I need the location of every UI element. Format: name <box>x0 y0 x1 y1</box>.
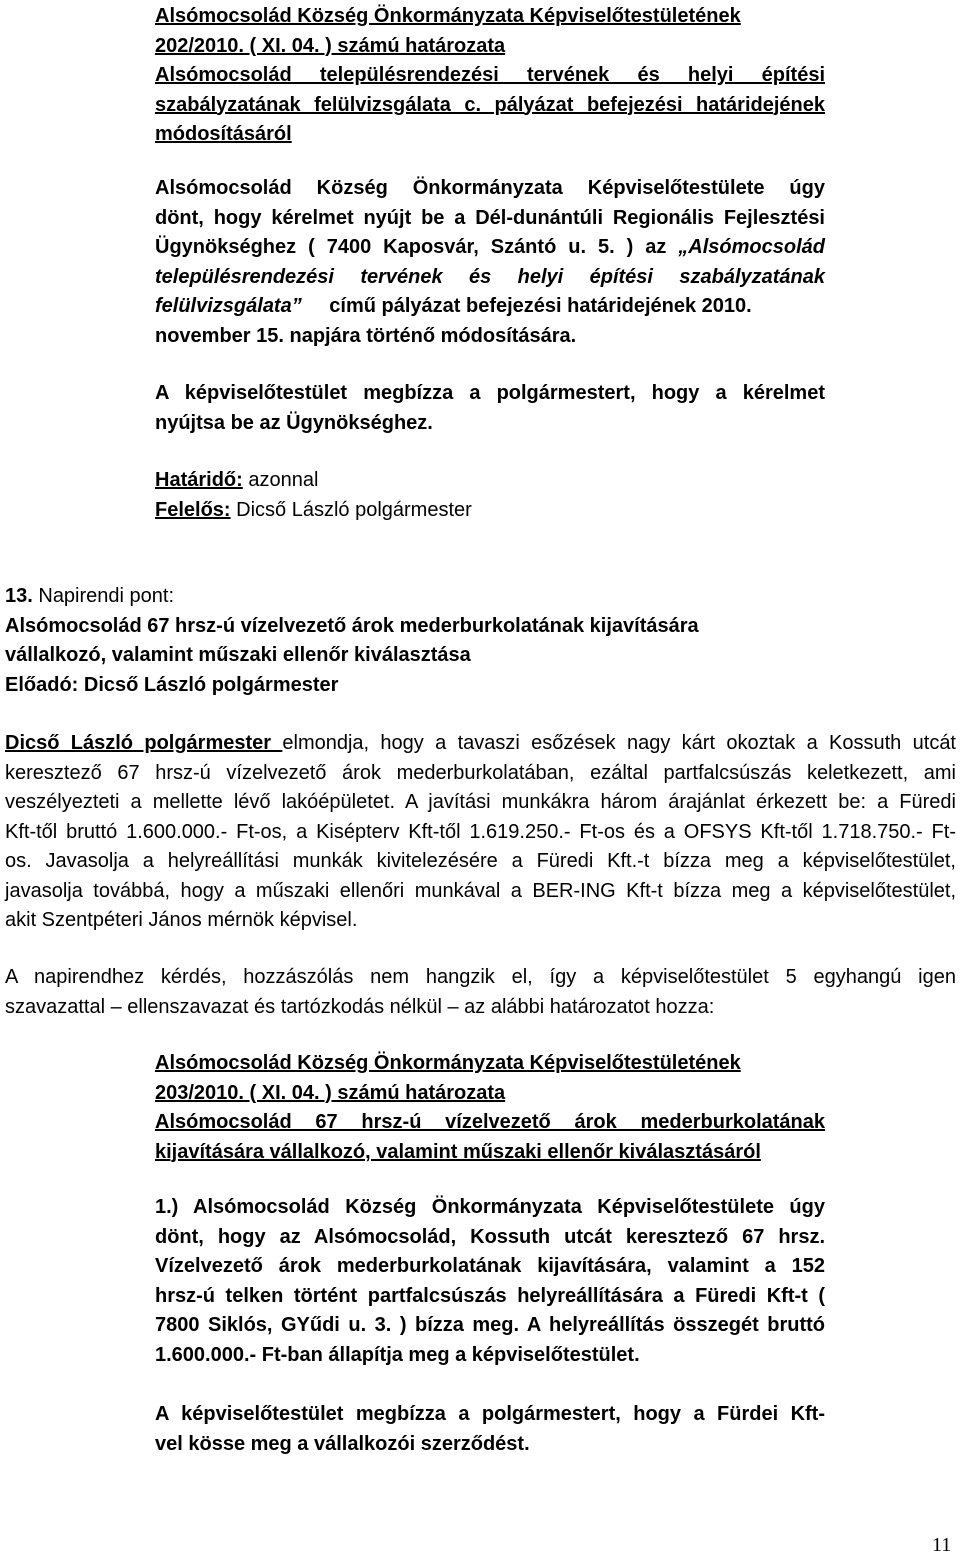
body-line: dönt, hogy kérelmet nyújt be a Dél-dunántúli Regionális Fejlesztési <box>155 206 825 229</box>
point-line: 1.600.000.- Ft-ban állapítja meg a képviselőtestület. <box>155 1343 640 1366</box>
heading-line: Alsómocsolád Község Önkormányzata Képviselőtestületének <box>155 1052 741 1074</box>
deadline-responsible <box>155 466 825 525</box>
deadline-label: Határidő: <box>155 469 243 491</box>
point-line: dönt, hogy az Alsómocsolád, Kossuth utcát keresztező 67 hrsz. <box>155 1225 825 1248</box>
body-line: Ügynökséghez ( 7400 Kaposvár, Szántó u. 5. ) az „Alsómocsolád <box>155 236 825 258</box>
mandate-line: vel kösse meg a vállalkozói szerződést. <box>155 1432 530 1455</box>
responsible-row <box>155 496 825 526</box>
body-line: felülvizsgálata” című pályázat befejezési határidejének 2010. <box>155 295 752 317</box>
resolution-202-heading <box>155 2 825 150</box>
point-line: 7800 Siklós, GYűdi u. 3. ) bízza meg. A helyreállítás összegét bruttó <box>155 1314 825 1336</box>
page-number: 11 <box>932 1534 952 1556</box>
heading-line: 203/2010. ( XI. 04. ) számú határozata <box>155 1081 506 1104</box>
heading-line: Alsómocsolád Község Önkormányzata Képviselőtestületének <box>155 5 741 27</box>
speech-line: os. Javasolja a helyreállítási munkák kivitelezésére a Füredi Kft.-t bízza meg a képviselőtestület, <box>5 850 956 872</box>
heading-line: szabályzatának felülvizsgálata c. pályázat befejezési határidejének <box>155 93 825 116</box>
body-line: november 15. napjára történő módosítására. <box>155 324 577 347</box>
resolution-202-body <box>155 174 825 351</box>
responsible-value: Dicső László polgármester <box>230 498 472 521</box>
heading-line: módosításáról <box>155 123 292 145</box>
project-title-end: felülvizsgálata” <box>155 295 302 317</box>
project-title-start: „Alsómocsolád <box>678 236 825 258</box>
speech-line: akit Szentpéteri János mérnök képvisel. <box>5 909 358 931</box>
agenda-heading <box>5 582 956 700</box>
body-line: településrendezési tervének és helyi építési szabályzatának <box>155 265 825 288</box>
speech-line: Kft-től bruttó 1.600.000.- Ft-os, a Kisépterv Kft-től 1.619.250.- Ft-os és a OFSYS Kft-től 1.718.750.- Ft- <box>5 820 956 843</box>
heading-line: Alsómocsolád 67 hrsz-ú vízelvezető árok mederburkolatának <box>155 1111 825 1133</box>
deadline-value: azonnal <box>242 469 319 491</box>
vote-line: szavazattal – ellenszavazat és tartózkodás nélkül – az alábbi határozatot hozza: <box>5 995 715 1018</box>
resolution-203-point-1 <box>155 1193 825 1370</box>
heading-line: Alsómocsolád településrendezési tervének és helyi építési <box>155 64 825 86</box>
speech-paragraph <box>5 729 956 936</box>
speech-line: Dicső László polgármester elmondja, hogy a tavaszi esőzések nagy kárt okoztak a Kossuth utcát <box>5 732 956 754</box>
vote-line: A napirendhez kérdés, hozzászólás nem hangzik el, így a képviselőtestület 5 egyhangú igen <box>5 966 956 988</box>
point-line: Vízelvezető árok mederburkolatának kijavítására, valamint a 152 <box>155 1255 825 1277</box>
deadline-row <box>155 466 825 496</box>
heading-line: 202/2010. ( XI. 04. ) számú határozata <box>155 34 506 57</box>
agenda-number: 13. <box>5 585 33 607</box>
speech-line: keresztező 67 hrsz-ú vízelvezető árok mederburkolatában, ezáltal partfalcsúszás keletkezett, ami <box>5 761 956 784</box>
agenda-presenter: Előadó: Dicső László polgármester <box>5 673 339 696</box>
resolution-202-mandate <box>155 379 825 438</box>
body-line: Alsómocsolád Község Önkormányzata Képviselőtestülete úgy <box>155 177 825 199</box>
agenda-title-line: Alsómocsolád 67 hrsz-ú vízelvezető árok mederburkolatának kijavítására <box>5 614 699 637</box>
agenda-title-line: vállalkozó, valamint műszaki ellenőr kiválasztása <box>5 644 471 666</box>
agenda-number-line <box>5 582 956 612</box>
speaker-name: Dicső László polgármester <box>5 732 283 754</box>
mandate-line: nyújtsa be az Ügynökséghez. <box>155 411 433 434</box>
responsible-label: Felelős: <box>155 498 231 521</box>
agenda-label: Napirendi pont: <box>32 585 175 607</box>
point-line: hrsz-ú telken történt partfalcsúszás helyreállítására a Füredi Kft-t ( <box>155 1284 825 1307</box>
point-line: 1.) Alsómocsolád Község Önkormányzata Képviselőtestülete úgy <box>155 1196 825 1218</box>
speech-line: veszélyezteti a mellette lévő lakóépületet. A javítási munkákra három árajánlat érkezett be: a Füredi <box>5 791 956 813</box>
vote-paragraph <box>5 963 956 1022</box>
resolution-203-heading <box>155 1049 825 1167</box>
heading-line: kijavítására vállalkozó, valamint műszaki ellenőr kiválasztásáról <box>155 1140 761 1163</box>
mandate-line: A képviselőtestület megbízza a polgármestert, hogy a kérelmet <box>155 382 825 404</box>
resolution-203-mandate <box>155 1400 825 1459</box>
mandate-line: A képviselőtestület megbízza a polgármestert, hogy a Fürdei Kft- <box>155 1403 825 1425</box>
speech-line: javasolja továbbá, hogy a műszaki ellenőri munkával a BER-ING Kft-t bízza meg a képviselőtestület, <box>5 879 956 902</box>
